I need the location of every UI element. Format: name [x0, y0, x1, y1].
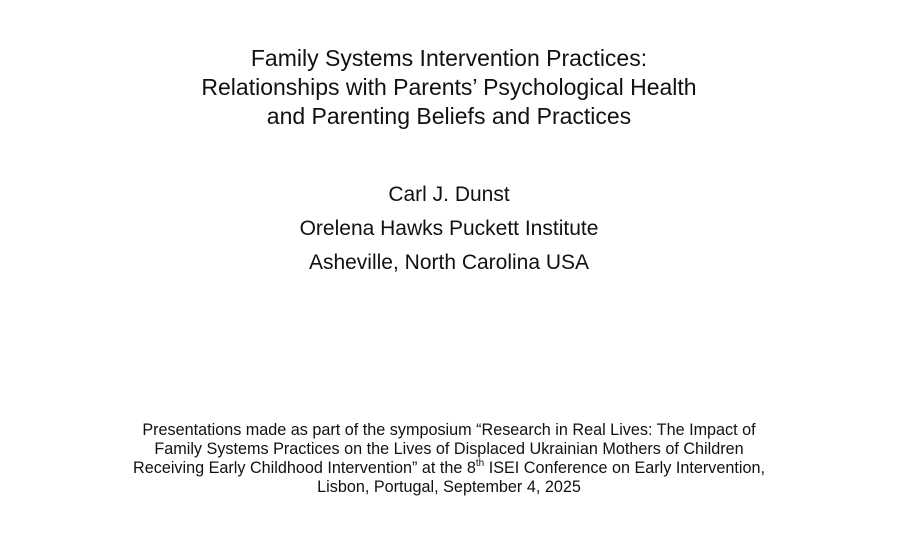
footer-line-3 [0, 459, 898, 478]
presentation-title [0, 44, 898, 131]
footer-line-1: Presentations made as part of the symposium “Research in Real Lives: The Impact of [142, 421, 756, 439]
ordinal-suffix: th [475, 457, 485, 469]
title-line-2: Relationships with Parents’ Psychological Health [201, 74, 697, 100]
title-line-3: and Parenting Beliefs and Practices [266, 103, 632, 129]
title-line-1: Family Systems Intervention Practices: [250, 45, 648, 71]
author-name: Carl J. Dunst [388, 183, 510, 206]
footer-line-2: Family Systems Practices on the Lives of Displaced Ukrainian Mothers of Children [154, 440, 744, 458]
author-institute: Orelena Hawks Puckett Institute [299, 217, 599, 240]
footer-line-3-text: Receiving Early Childhood Intervention” at the 8 [133, 459, 476, 477]
author-location: Asheville, North Carolina USA [308, 251, 590, 274]
author-info [0, 180, 898, 282]
symposium-note [0, 421, 898, 497]
footer-line-3-rest: ISEI Conference on Early Intervention, [484, 459, 765, 477]
footer-line-4: Lisbon, Portugal, September 4, 2025 [317, 478, 581, 496]
